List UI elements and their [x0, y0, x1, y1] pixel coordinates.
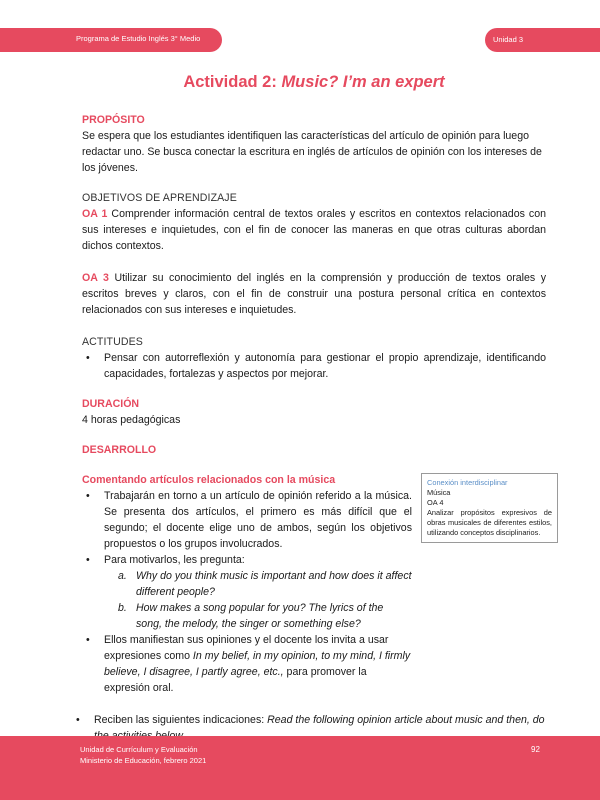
bullet3-pre: Ellos manifiestan sus opiniones y el docente los invita a usar expresiones como	[104, 634, 389, 662]
proposito-text: Se espera que los estudiantes identifiquen las características del artículo de opinión para luego redactar uno. Se busca conectar la escritura en inglés de artículos de opinión con los intereses de los jóvenes.	[82, 130, 542, 174]
desarrollo-bullet-3	[82, 632, 412, 696]
actitudes-list	[82, 350, 546, 382]
sidebox-text: Analizar propósitos expresivos de obras musicales de diferentes estilos, utilizando conceptos disciplinarios.	[427, 508, 552, 537]
question-item	[82, 600, 412, 632]
desarrollo-column	[82, 488, 412, 696]
desarrollo-heading: DESARROLLO	[82, 444, 157, 456]
question-item	[82, 568, 412, 600]
program-title: Programa de Estudio Inglés 3° Medio	[76, 34, 201, 43]
title-emphasis: Music? I’m an expert	[281, 73, 445, 91]
duracion-heading: DURACIÓN	[82, 398, 140, 410]
bullet4-pre: Reciben las siguientes indicaciones:	[94, 714, 268, 726]
activity-title	[82, 74, 546, 90]
oa3-text: Utilizar su conocimiento del inglés en la comprensión y producción de textos orales y escritos breves y claros, con el fin de construir una postura personal crítica en contextos relacionados con sus intereses e inquietudes.	[82, 272, 546, 316]
oa1-code: OA 1	[82, 208, 108, 220]
desarrollo-list	[82, 488, 412, 568]
objetivos-heading: OBJETIVOS DE APRENDIZAJE	[82, 192, 237, 204]
oa1-paragraph	[82, 206, 546, 254]
bullet3-italic: In my belief, in my opinion, to my mind, I firmly believe, I disagree, I partly agree, etc.,	[104, 650, 411, 678]
oa3-code: OA 3	[82, 272, 109, 284]
bullet3-post: para promover la expresión oral.	[104, 666, 367, 694]
unit-label: Unidad 3	[493, 35, 524, 44]
desarrollo-subheading: Comentando artículos relacionados con la música	[82, 474, 336, 486]
questions-list	[82, 568, 412, 632]
bullet4-italic: Read the following opinion article about music and then, do	[267, 714, 545, 726]
footer-line-2: Ministerio de Educación, febrero 2021	[80, 756, 207, 765]
desarrollo-list-2	[82, 632, 412, 696]
desarrollo-bullet-1: • Trabajarán en torno a un artículo de opinión referido a la música. Se presenta dos artículos, el primero es más difícil que el segundo; el docente elige uno de ambos, según los objetivos propuestos o los grupos involucrados.	[82, 488, 412, 552]
question-label: b.	[118, 602, 127, 614]
main-content	[82, 74, 546, 744]
desarrollo-bullet-2: • Para motivarlos, les pregunta:	[82, 552, 412, 568]
sidebox-title: Conexión interdisciplinar	[427, 478, 508, 487]
sidebox-code: OA 4	[427, 498, 444, 507]
question-text: How makes a song popular for you? The lyrics of the song, the melody, the singer or something else?	[136, 602, 384, 630]
duracion-text: 4 horas pedagógicas	[82, 414, 181, 426]
oa3-paragraph	[82, 270, 546, 318]
interdisciplinary-box	[421, 473, 558, 543]
title-prefix: Actividad 2:	[183, 73, 282, 91]
page-number: 92	[531, 745, 540, 754]
sidebox-subject: Música	[427, 488, 451, 497]
footer-line-1: Unidad de Currículum y Evaluación	[80, 745, 198, 754]
question-label: a.	[118, 570, 127, 582]
oa1-text: Comprender información central de textos orales y escritos en contextos relacionados con sus intereses e inquietudes, con el fin de conocer las maneras en que otras culturas abordan dichos contextos.	[82, 208, 546, 252]
question-text: Why do you think music is important and how does it affect different people?	[136, 570, 412, 598]
actitudes-heading: ACTITUDES	[82, 336, 143, 348]
actitudes-item: • Pensar con autorreflexión y autonomía para gestionar el propio aprendizaje, identificando capacidades, fortalezas y aspectos por mejorar.	[82, 350, 546, 382]
proposito-heading: PROPÓSITO	[82, 114, 145, 126]
